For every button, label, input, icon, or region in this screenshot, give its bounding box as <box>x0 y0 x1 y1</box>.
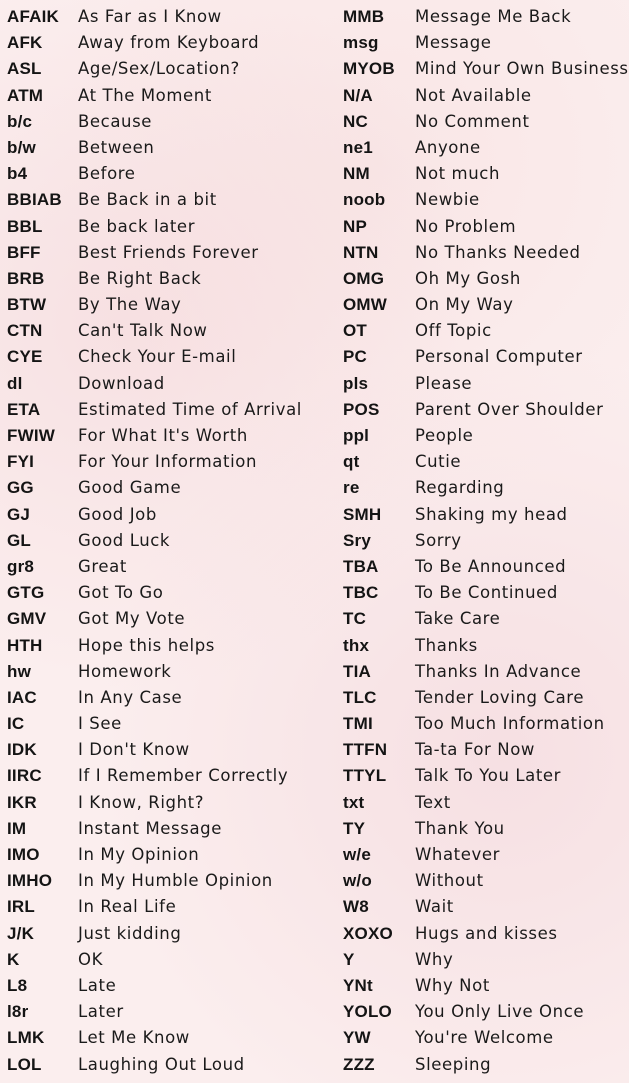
abbreviation-row <box>336 659 629 685</box>
abbreviation: NP <box>343 216 368 236</box>
abbreviation-meaning: Be Right Back <box>78 268 202 288</box>
abbreviation-meaning: Off Topic <box>415 321 492 341</box>
abbreviation-meaning: For Your Information <box>78 452 258 472</box>
abbreviation-row <box>0 240 336 266</box>
abbreviation-row <box>336 475 629 501</box>
abbreviation-row <box>336 161 629 187</box>
abbreviation-meaning: I Know, Right? <box>78 792 205 812</box>
abbreviation-row <box>336 921 629 947</box>
abbreviation: TLC <box>343 687 377 707</box>
abbreviation-meaning: Cutie <box>415 452 462 472</box>
abbreviation-row <box>336 816 629 842</box>
abbreviation-row <box>0 1052 336 1078</box>
abbreviation-row <box>0 711 336 737</box>
abbreviation-row <box>0 921 336 947</box>
abbreviation: LOL <box>7 1054 42 1074</box>
abbreviation: SMH <box>343 504 382 524</box>
abbreviation: ne1 <box>343 137 373 157</box>
abbreviation-row <box>336 685 629 711</box>
abbreviation-meaning: No Comment <box>415 111 530 131</box>
abbreviation-meaning: Good Job <box>78 504 157 524</box>
abbreviation-row <box>0 790 336 816</box>
abbreviation-row <box>0 266 336 292</box>
abbreviation: IC <box>7 714 25 734</box>
abbreviation-meaning: Great <box>78 556 127 576</box>
abbreviation-meaning: Mind Your Own Business <box>415 59 629 79</box>
abbreviation: noob <box>343 190 386 210</box>
abbreviation-meaning: Message <box>415 33 492 53</box>
abbreviation-meaning: Text <box>415 792 451 812</box>
abbreviation-row <box>0 475 336 501</box>
abbreviation: GG <box>7 478 34 498</box>
abbreviation: BBL <box>7 216 43 236</box>
abbreviation-row <box>0 187 336 213</box>
abbreviation-row <box>336 502 629 528</box>
abbreviation-meaning: If I Remember Correctly <box>78 766 289 786</box>
abbreviation: NC <box>343 111 368 131</box>
abbreviation: b/w <box>7 137 36 157</box>
abbreviation: IMHO <box>7 871 53 891</box>
abbreviation-meaning: Late <box>78 975 117 995</box>
abbreviation: msg <box>343 33 379 53</box>
abbreviation-meaning: Newbie <box>415 190 480 210</box>
abbreviation-meaning: Wait <box>415 897 454 917</box>
abbreviation: ATM <box>7 85 44 105</box>
abbreviation-meaning: Not Available <box>415 85 532 105</box>
abbreviation: ETA <box>7 399 41 419</box>
abbreviation-meaning: Whatever <box>415 845 501 864</box>
abbreviation: IDK <box>7 740 37 760</box>
abbreviation-meaning: At The Moment <box>78 85 212 105</box>
abbreviation-meaning: Later <box>78 1002 124 1022</box>
abbreviation-meaning: Before <box>78 164 136 184</box>
abbreviation-meaning: Sorry <box>415 530 462 550</box>
abbreviation-row <box>336 240 629 266</box>
abbreviation-meaning: I See <box>78 714 122 734</box>
abbreviation-meaning: To Be Announced <box>415 556 567 576</box>
abbreviation-meaning: Good Game <box>78 478 182 498</box>
abbreviation-meaning: Homework <box>78 661 172 681</box>
abbreviation-row <box>0 502 336 528</box>
abbreviation-row <box>336 1052 629 1078</box>
abbreviation-meaning: OK <box>78 949 104 969</box>
abbreviation-row <box>336 528 629 554</box>
abbreviation-meaning: You're Welcome <box>415 1028 554 1048</box>
abbreviation-meaning: In My Opinion <box>78 845 200 864</box>
abbreviation: IRL <box>7 897 35 917</box>
abbreviation-row <box>0 685 336 711</box>
abbreviation-meaning: Parent Over Shoulder <box>415 399 604 419</box>
abbreviation-row <box>336 4 629 30</box>
abbreviation-row <box>0 344 336 370</box>
abbreviation-row <box>336 56 629 82</box>
abbreviation: MMB <box>343 7 385 26</box>
abbreviation-row <box>0 659 336 685</box>
abbreviation-meaning: Be back later <box>78 216 196 236</box>
abbreviation: YOLO <box>343 1002 392 1022</box>
abbreviation: L8 <box>7 975 28 995</box>
abbreviation-row <box>0 109 336 135</box>
abbreviation-row <box>0 554 336 580</box>
abbreviation-row <box>336 999 629 1025</box>
abbreviation-row <box>0 292 336 318</box>
abbreviation: ASL <box>7 59 42 79</box>
abbreviation-row <box>0 397 336 423</box>
abbreviation-meaning: Why <box>415 949 454 969</box>
abbreviation: AFK <box>7 33 43 53</box>
abbreviation: CTN <box>7 321 43 341</box>
abbreviation: txt <box>343 792 365 812</box>
abbreviation-meaning: In Any Case <box>78 687 183 707</box>
abbreviation: IKR <box>7 792 37 812</box>
abbreviation: MYOB <box>343 59 395 79</box>
abbreviation-row <box>0 816 336 842</box>
abbreviation-row <box>0 947 336 973</box>
abbreviation-row <box>336 554 629 580</box>
abbreviation: NM <box>343 164 370 184</box>
abbreviation-row <box>0 4 336 30</box>
abbreviation: thx <box>343 635 370 655</box>
abbreviation-meaning: Laughing Out Loud <box>78 1054 245 1074</box>
abbreviation-row <box>0 894 336 920</box>
abbreviation-row <box>336 318 629 344</box>
abbreviation: b/c <box>7 111 33 131</box>
abbreviation-meaning: Message Me Back <box>415 7 572 26</box>
abbreviation-meaning: Check Your E-mail <box>78 347 237 367</box>
abbreviation: TTFN <box>343 740 388 760</box>
abbreviation-meaning: Talk To You Later <box>415 766 562 786</box>
abbreviation-meaning: You Only Live Once <box>415 1002 585 1022</box>
abbreviation-meaning: Let Me Know <box>78 1028 190 1048</box>
abbreviation-meaning: By The Way <box>78 295 182 315</box>
abbreviation: ppl <box>343 426 370 445</box>
abbreviation: Sry <box>343 530 372 550</box>
abbreviation-meaning: Be Back in a bit <box>78 190 217 210</box>
abbreviation-row <box>0 214 336 240</box>
abbreviation-row <box>336 30 629 56</box>
abbreviation-row <box>0 633 336 659</box>
abbreviation-meaning: Thanks In Advance <box>415 661 582 681</box>
abbreviation: IMO <box>7 845 40 864</box>
abbreviation-meaning: Sleeping <box>415 1054 492 1074</box>
abbreviation: J/K <box>7 923 35 943</box>
abbreviation-row <box>0 449 336 475</box>
abbreviation: TMI <box>343 714 373 734</box>
abbreviation-meaning: For What It's Worth <box>78 426 248 445</box>
abbreviation-row <box>336 266 629 292</box>
abbreviation: GMV <box>7 609 47 629</box>
abbreviation-meaning: No Thanks Needed <box>415 242 581 262</box>
abbreviation-meaning: Ta-ta For Now <box>415 740 535 760</box>
abbreviation-meaning: As Far as I Know <box>78 7 222 26</box>
abbreviation-row <box>336 711 629 737</box>
abbreviation-row <box>0 423 336 449</box>
abbreviation-meaning: Age/Sex/Location? <box>78 59 240 79</box>
abbreviation: TIA <box>343 661 371 681</box>
abbreviation: TBC <box>343 583 379 603</box>
abbreviation-meaning: Good Luck <box>78 530 171 550</box>
abbreviation-meaning: Got To Go <box>78 583 164 603</box>
abbreviation-row <box>0 580 336 606</box>
abbreviation: POS <box>343 399 380 419</box>
abbreviation-row <box>336 763 629 789</box>
abbreviation-row <box>336 790 629 816</box>
abbreviation-meaning: Estimated Time of Arrival <box>78 399 302 419</box>
abbreviation-row <box>0 763 336 789</box>
abbreviation-row <box>336 109 629 135</box>
abbreviation-row <box>336 947 629 973</box>
abbreviation: BRB <box>7 268 45 288</box>
abbreviation-meaning: In My Humble Opinion <box>78 871 273 891</box>
abbreviation-meaning: People <box>415 426 474 445</box>
abbreviation: dl <box>7 373 23 393</box>
abbreviation-row <box>336 842 629 868</box>
abbreviation-meaning: Anyone <box>415 137 481 157</box>
abbreviation-meaning: Personal Computer <box>415 347 583 367</box>
abbreviation-row <box>336 83 629 109</box>
abbreviation-row <box>336 1025 629 1051</box>
abbreviation-meaning: Why Not <box>415 975 490 995</box>
abbreviation: N/A <box>343 85 373 105</box>
abbreviation-row <box>336 423 629 449</box>
abbreviation-meaning: Thank You <box>415 818 505 838</box>
abbreviation-meaning: Oh My Gosh <box>415 268 521 288</box>
abbreviation: BTW <box>7 295 47 315</box>
abbreviation: l8r <box>7 1002 29 1022</box>
abbreviation: CYE <box>7 347 43 367</box>
abbreviation-row <box>336 214 629 240</box>
abbreviation-row <box>0 999 336 1025</box>
abbreviation-meaning: Best Friends Forever <box>78 242 259 262</box>
abbreviation: hw <box>7 661 32 681</box>
abbreviation: AFAIK <box>7 7 59 26</box>
abbreviation-row <box>336 894 629 920</box>
abbreviation-row <box>0 1025 336 1051</box>
abbreviation: FWIW <box>7 426 55 445</box>
abbreviation-row <box>336 187 629 213</box>
abbreviation-row <box>0 83 336 109</box>
abbreviation-meaning: Without <box>415 871 484 891</box>
abbreviation: YNt <box>343 975 373 995</box>
abbreviation-row <box>336 606 629 632</box>
abbreviation: K <box>7 949 20 969</box>
abbreviation: GL <box>7 530 32 550</box>
abbreviation: Y <box>343 949 355 969</box>
abbreviation-row <box>336 292 629 318</box>
abbreviation: TY <box>343 818 366 838</box>
abbreviation-row <box>0 161 336 187</box>
abbreviation: TTYL <box>343 766 387 786</box>
abbreviation-meaning: Too Much Information <box>415 714 605 734</box>
abbreviation-row <box>0 135 336 161</box>
abbreviation-row <box>336 868 629 894</box>
abbreviation: OMG <box>343 268 385 288</box>
abbreviation: IIRC <box>7 766 42 786</box>
abbreviation: HTH <box>7 635 43 655</box>
abbreviation-meaning: On My Way <box>415 295 514 315</box>
abbreviation-row <box>336 737 629 763</box>
abbreviation-meaning: In Real Life <box>78 897 177 917</box>
abbreviation: GTG <box>7 583 45 603</box>
abbreviation: LMK <box>7 1028 45 1048</box>
abbreviation-meaning: Got My Vote <box>78 609 186 629</box>
abbreviation-meaning: Regarding <box>415 478 505 498</box>
abbreviation: qt <box>343 452 360 472</box>
abbreviation-row <box>336 371 629 397</box>
abbreviation-meaning: Shaking my head <box>415 504 568 524</box>
abbreviation: W8 <box>343 897 369 917</box>
abbreviation-row <box>336 135 629 161</box>
abbreviation: BFF <box>7 242 41 262</box>
abbreviation: BBIAB <box>7 190 62 210</box>
abbreviation-meaning: Between <box>78 137 155 157</box>
abbreviation-meaning: Because <box>78 111 153 131</box>
abbreviation-row <box>0 842 336 868</box>
right-column <box>336 4 629 1078</box>
abbreviation: gr8 <box>7 556 35 576</box>
abbreviation-meaning: Download <box>78 373 165 393</box>
abbreviation-meaning: Hope this helps <box>78 635 215 655</box>
abbreviation-meaning: Instant Message <box>78 818 222 838</box>
abbreviation-row <box>336 449 629 475</box>
abbreviation: b4 <box>7 164 28 184</box>
abbreviation: XOXO <box>343 923 393 943</box>
abbreviation: PC <box>343 347 368 367</box>
abbreviation-row <box>0 737 336 763</box>
abbreviation: FYI <box>7 452 35 472</box>
abbreviation-row <box>0 371 336 397</box>
abbreviation-row <box>0 528 336 554</box>
abbreviation: re <box>343 478 360 498</box>
abbreviation: IM <box>7 818 27 838</box>
left-column <box>0 4 336 1078</box>
abbreviation: w/e <box>343 845 372 864</box>
abbreviation-meaning: Take Care <box>415 609 501 629</box>
abbreviation-meaning: Please <box>415 373 473 393</box>
abbreviation-row <box>0 30 336 56</box>
abbreviation-row <box>0 606 336 632</box>
abbreviation-meaning: Not much <box>415 164 501 184</box>
abbreviation-meaning: Just kidding <box>78 923 182 943</box>
abbreviation: GJ <box>7 504 31 524</box>
abbreviation-row <box>336 973 629 999</box>
abbreviation: IAC <box>7 687 37 707</box>
abbreviation-meaning: Thanks <box>415 635 478 655</box>
abbreviation-meaning: Can't Talk Now <box>78 321 208 341</box>
abbreviation-row <box>0 868 336 894</box>
abbreviation-meaning: Away from Keyboard <box>78 33 260 53</box>
abbreviation-meaning: To Be Continued <box>415 583 558 603</box>
abbreviation-row <box>0 318 336 344</box>
abbreviation-meaning: No Problem <box>415 216 517 236</box>
abbreviation: NTN <box>343 242 379 262</box>
abbreviation-row <box>336 580 629 606</box>
abbreviation: TC <box>343 609 367 629</box>
abbreviation: YW <box>343 1028 371 1048</box>
abbreviation: OMW <box>343 295 388 315</box>
abbreviation: w/o <box>343 871 372 891</box>
abbreviation-row <box>336 344 629 370</box>
abbreviation-row <box>336 397 629 423</box>
abbreviation-row <box>336 633 629 659</box>
abbreviation: TBA <box>343 556 379 576</box>
abbreviation: OT <box>343 321 368 341</box>
abbreviation-row <box>0 973 336 999</box>
abbreviation-meaning: I Don't Know <box>78 740 190 760</box>
abbreviation-meaning: Tender Loving Care <box>415 687 585 707</box>
abbreviation: pls <box>343 373 369 393</box>
abbreviation: ZZZ <box>343 1054 375 1074</box>
abbreviation-meaning: Hugs and kisses <box>415 923 558 943</box>
abbreviation-row <box>0 56 336 82</box>
